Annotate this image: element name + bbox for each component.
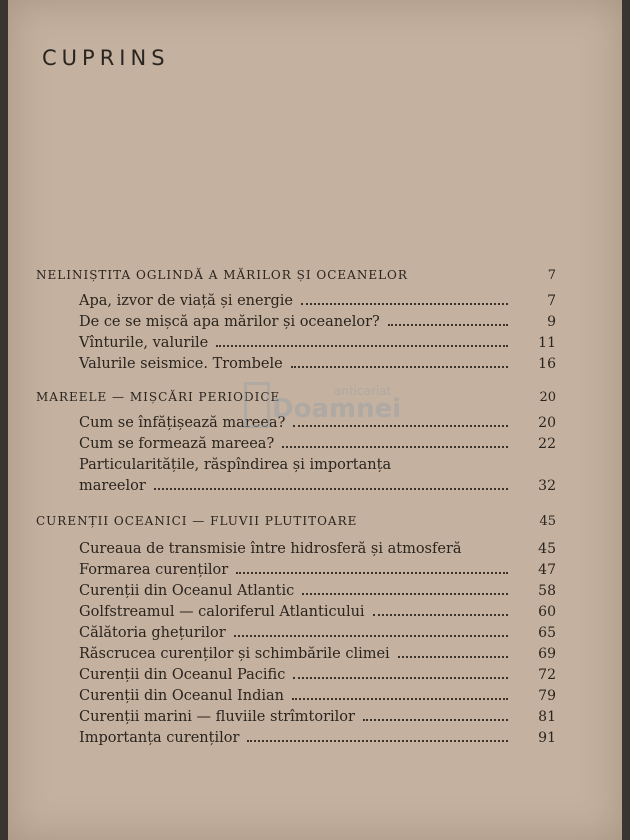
toc-entry-label: Curenții din Oceanul Atlantic xyxy=(79,583,295,599)
toc-entry-label: Particularitățile, răspîndirea și importanța xyxy=(79,457,392,473)
toc-entry xyxy=(79,707,556,728)
dot-leader xyxy=(291,366,508,368)
dot-leader xyxy=(398,656,508,658)
toc-entry xyxy=(79,728,556,749)
dot-leader xyxy=(302,593,508,595)
dot-leader xyxy=(216,345,508,347)
toc-entry xyxy=(79,354,556,375)
toc-entry-label: Cum se înfățișează mareea? xyxy=(79,415,286,431)
section-heading-row xyxy=(36,268,556,283)
dot-leader xyxy=(293,425,508,427)
watermark-logo-icon xyxy=(244,382,270,428)
toc-entry xyxy=(79,686,556,707)
toc-entry-page: 7 xyxy=(547,293,556,309)
toc-entry xyxy=(79,333,556,354)
section-heading: NELINIȘTITA OGLINDĂ A MĂRILOR ȘI OCEANELOR xyxy=(36,268,408,282)
dot-leader xyxy=(154,488,508,490)
toc-entry-label: Răscrucea curenților și schimbările climei xyxy=(79,646,390,662)
toc-entry-label: De ce se mișcă apa mărilor și oceanelor? xyxy=(79,314,380,330)
toc-entry xyxy=(79,434,556,455)
toc-entry-label: Curenții din Oceanul Indian xyxy=(79,688,284,704)
toc-entry-page: 91 xyxy=(538,730,556,746)
toc-entry-label: Valurile seismice. Trombele xyxy=(79,356,283,372)
toc-entry-label: Apa, izvor de viață și energie xyxy=(79,293,294,309)
dot-leader xyxy=(247,740,508,742)
dot-leader xyxy=(293,677,508,679)
toc-entry xyxy=(79,560,556,581)
toc-entry-page: 45 xyxy=(538,541,556,557)
toc-entry-page: 11 xyxy=(538,335,556,351)
toc-entry-label: Cum se formează mareea? xyxy=(79,436,275,452)
toc-entry-line2 xyxy=(79,476,556,497)
dot-leader xyxy=(301,303,508,305)
section-heading: CURENȚII OCEANICI — FLUVII PLUTITOARE xyxy=(36,514,358,528)
section-page-number: 20 xyxy=(539,390,556,405)
toc-entry-label: Cureaua de transmisie între hidrosferă și atmosferă xyxy=(79,541,462,557)
toc-entry-page: 9 xyxy=(547,314,556,330)
toc-entry xyxy=(79,581,556,602)
toc-entry-page: 16 xyxy=(538,356,556,372)
section-page-number: 45 xyxy=(539,514,556,529)
watermark-big-text: Doamnei xyxy=(272,394,402,424)
page-title: CUPRINS xyxy=(42,46,170,70)
toc-entry-page: 22 xyxy=(538,436,556,452)
section-page-number: 7 xyxy=(547,268,556,283)
section-heading: MAREELE — MIȘCĂRI PERIODICE xyxy=(36,390,281,404)
toc-entry-label: Golfstreamul — caloriferul Atlanticului xyxy=(79,604,365,620)
toc-section xyxy=(36,268,556,375)
toc-entry xyxy=(79,291,556,312)
toc-entry xyxy=(79,665,556,686)
toc-entry-label: Călătoria ghețurilor xyxy=(79,625,226,641)
toc-entry-page: 69 xyxy=(538,646,556,662)
toc-entry-page: 58 xyxy=(538,583,556,599)
toc-entry xyxy=(79,539,556,560)
toc-entry-page: 20 xyxy=(538,415,556,431)
watermark-small-text: anticariat xyxy=(334,384,392,398)
dot-leader xyxy=(234,635,508,637)
dot-leader xyxy=(373,614,508,616)
toc-entry-page: 47 xyxy=(538,562,556,578)
toc-entry-label-continued: mareelor xyxy=(79,478,146,494)
toc-entry-page: 79 xyxy=(538,688,556,704)
toc-entry-label: Curenții marini — fluviile strîmtorilor xyxy=(79,709,355,725)
toc-entry xyxy=(79,623,556,644)
dot-leader xyxy=(363,719,508,721)
toc-entry-label: Vînturile, valurile xyxy=(79,335,209,351)
toc-entry xyxy=(79,602,556,623)
dot-leader xyxy=(282,446,508,448)
toc-entry-label: Formarea curenților xyxy=(79,562,229,578)
toc-entry-label: Importanța curenților xyxy=(79,730,240,746)
watermark xyxy=(244,382,402,428)
toc-entry-page: 72 xyxy=(538,667,556,683)
toc-entry-page: 32 xyxy=(538,478,556,494)
dot-leader xyxy=(292,698,508,700)
dot-leader xyxy=(388,324,508,326)
toc-entry xyxy=(79,644,556,665)
toc-entry-label: Curenții din Oceanul Pacific xyxy=(79,667,286,683)
book-page xyxy=(8,0,622,840)
toc-entry-page: 60 xyxy=(538,604,556,620)
toc-entry-line1 xyxy=(79,455,556,476)
toc-section xyxy=(36,514,556,749)
toc-entry-page: 65 xyxy=(538,625,556,641)
section-heading-row xyxy=(36,514,556,529)
toc-entry xyxy=(79,312,556,333)
dot-leader xyxy=(236,572,508,574)
toc-entry-page: 81 xyxy=(538,709,556,725)
